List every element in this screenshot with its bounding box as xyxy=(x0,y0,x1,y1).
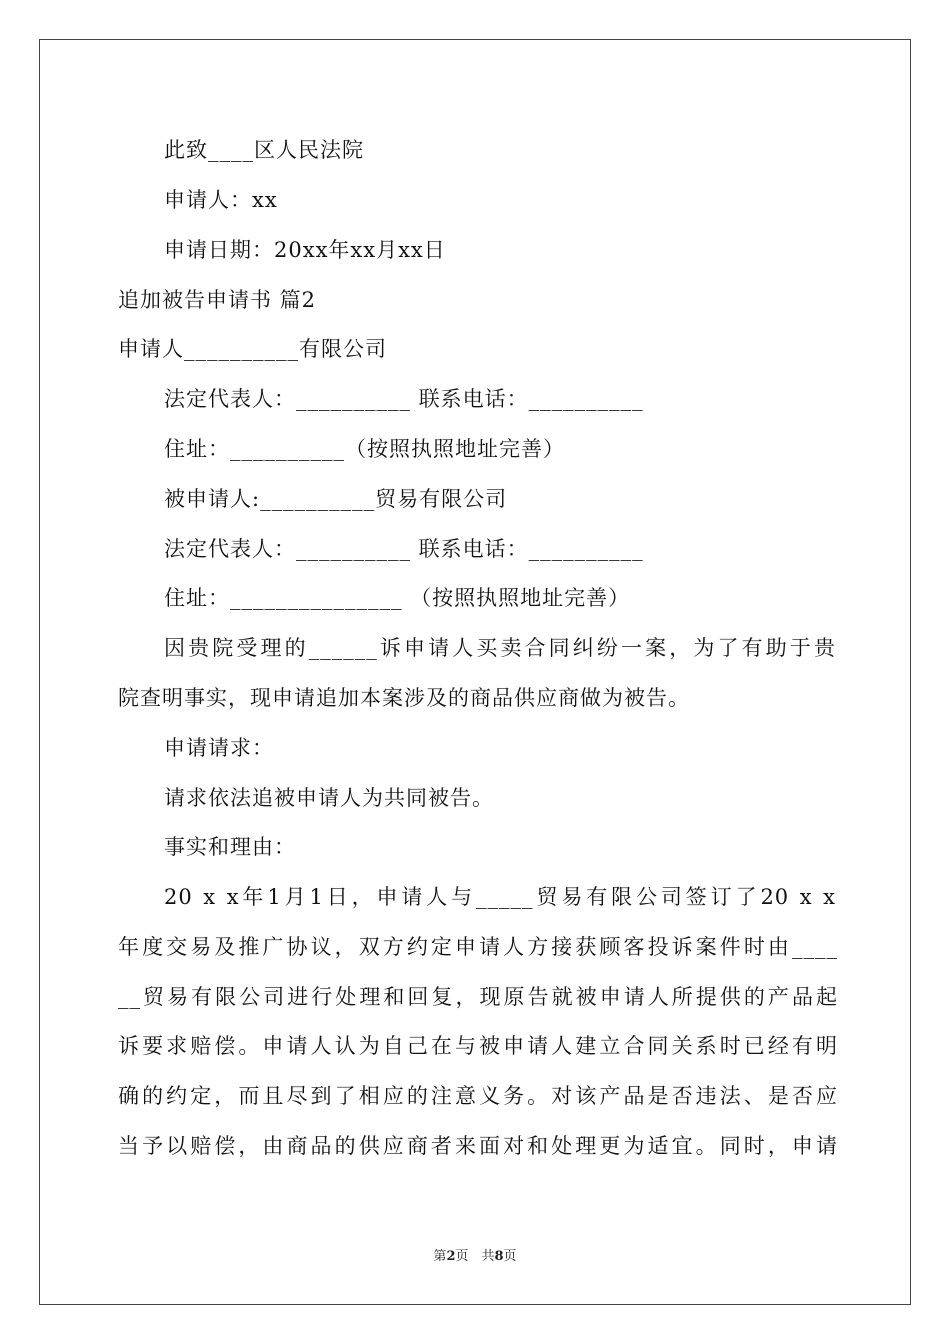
applicant-line: 申请人：xx xyxy=(164,188,278,212)
paragraph-line: 因贵院受理的______诉申请人买卖合同纠纷一案，为了有助于贵 xyxy=(164,636,836,660)
salutation-line: 此致____区人民法院 xyxy=(164,138,364,162)
current-page-number: 2 xyxy=(446,1249,456,1264)
footer-mid: 页 共 xyxy=(455,1249,495,1264)
page-border xyxy=(39,39,911,1305)
paragraph-line: 20 x x年1月1日，申请人与_____贸易有限公司签订了20 x x xyxy=(164,885,836,909)
request-body: 请求依法追被申请人为共同被告。 xyxy=(164,786,494,810)
respondent-line: 被申请人:__________贸易有限公司 xyxy=(164,487,508,511)
paragraph-line: 年度交易及推广协议，双方约定申请人方接获顾客投诉案件时由____ xyxy=(118,935,838,959)
footer-suffix: 页 xyxy=(503,1249,517,1264)
footer-prefix: 第 xyxy=(433,1249,447,1264)
legal-rep-line-1: 法定代表人：__________ 联系电话：__________ xyxy=(164,387,644,411)
request-heading: 申请请求： xyxy=(164,736,274,760)
application-date-line: 申请日期：20xx年xx月xx日 xyxy=(164,238,446,262)
paragraph-line: 当予以赔偿，由商品的供应商者来面对和处理更为适宜。同时，申请 xyxy=(118,1134,838,1158)
paragraph-line: 诉要求赔偿。申请人认为自己在与被申请人建立合同关系时已经有明 xyxy=(118,1034,838,1058)
paragraph-line: 确的约定，而且尽到了相应的注意义务。对该产品是否违法、是否应 xyxy=(118,1084,838,1108)
facts-heading: 事实和理由： xyxy=(164,835,296,859)
address-line-1: 住址：__________（按照执照地址完善） xyxy=(164,437,565,461)
total-page-number: 8 xyxy=(494,1249,504,1264)
paragraph-line: __贸易有限公司进行处理和回复，现原告就被申请人所提供的产品起 xyxy=(118,985,838,1009)
section-heading: 追加被告申请书 篇2 xyxy=(118,288,317,312)
paragraph-line: 院查明事实，现申请追加本案涉及的商品供应商做为被告。 xyxy=(118,686,690,710)
address-line-2: 住址：_______________ （按照执照地址完善） xyxy=(164,586,631,610)
page-footer xyxy=(0,1248,950,1266)
legal-rep-line-2: 法定代表人：__________ 联系电话：__________ xyxy=(164,537,644,561)
applicant-company-line: 申请人__________有限公司 xyxy=(118,337,387,361)
